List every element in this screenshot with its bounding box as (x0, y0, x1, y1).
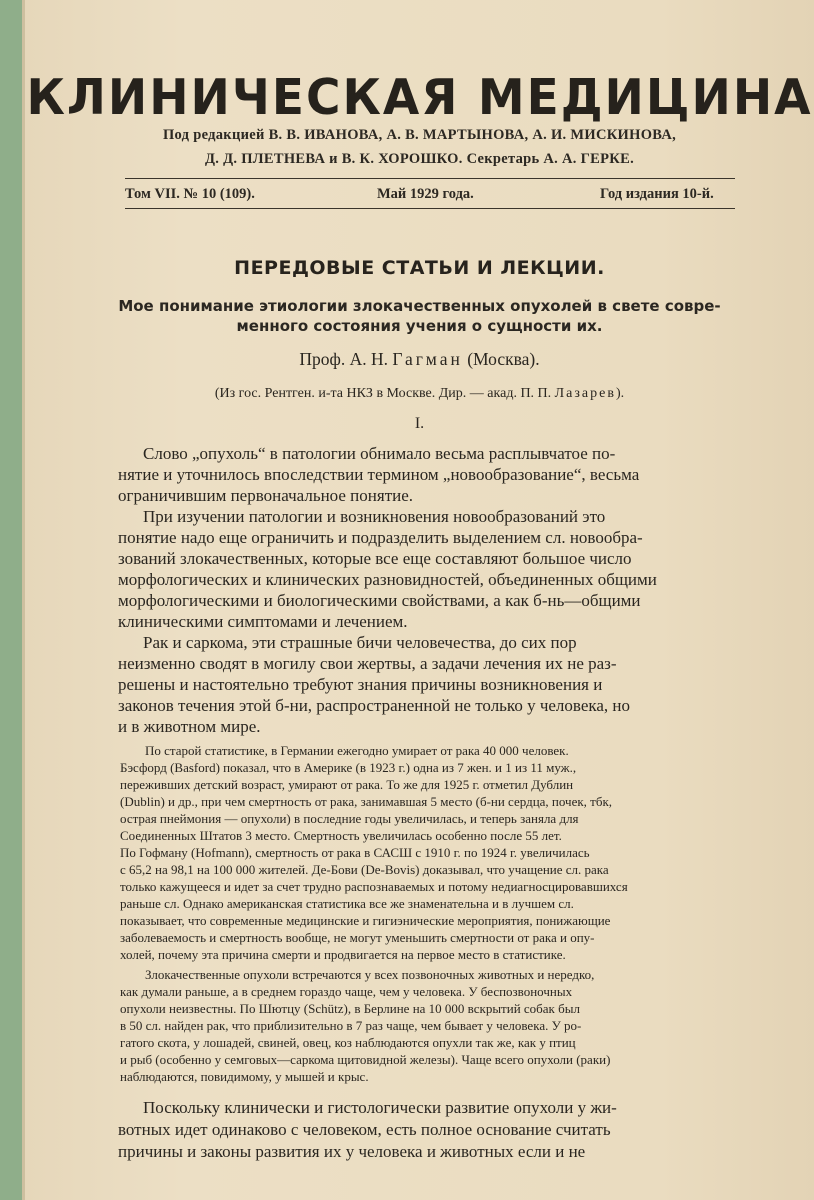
small-print-line: и рыб (особенно у семговых—саркома щитовидной железы). Чаще всего опухоли (раки) (120, 1052, 611, 1067)
article-title-line-1: Мое понимание этиологии злокачественных опухолей в свете совре- (118, 297, 721, 315)
green-cover-spine (0, 0, 22, 1200)
author-city: (Москва). (467, 349, 540, 369)
body-line: и в животном мире. (118, 717, 261, 736)
small-print-line: заболеваемость и смертность вообще, не могут уменьшить смертности от рака и опу- (120, 930, 595, 945)
small-print-line: холей, почему эта причина смерти и продвигается на первое место в статистике. (120, 947, 566, 962)
body-line: морфологическими и биологическими свойствами, а как б-нь—общими (118, 591, 641, 610)
header-rule-top (125, 178, 735, 179)
small-print-line: переживших детский возраст, умирают от рака. То же для 1925 г. отметил Дублин (120, 777, 574, 792)
small-print-line: в 50 сл. найден рак, что приблизительно в 7 раз чаще, чем бывает у человека. У ро- (120, 1018, 582, 1033)
small-print-line: (Dublin) и др., при чем смертность от рака, занимавшая 5 место (б-ни сердца, почек, тбк, (120, 794, 613, 809)
body-line: неизменно сводят в могилу свои жертвы, а задачи лечения их не раз- (118, 654, 617, 673)
body-line: вотных идет одинаково с человеком, есть полное основание считать (118, 1120, 611, 1139)
small-print-line: острая пнеймония — опухоли) в последние годы увеличилась, и теперь заняла для (120, 811, 579, 826)
editors-line-2: Д. Д. ПЛЕТНЕВА и В. К. ХОРОШКО. Секретарь А. А. ГЕРКЕ. (204, 151, 635, 167)
small-print-line: опухоли неизвестны. По Шютцу (Schütz), в Берлине на 10 000 вскрытий собак был (120, 1001, 580, 1016)
section-title: ПЕРЕДОВЫЕ СТАТЬИ И ЛЕКЦИИ. (234, 257, 605, 279)
institute-prefix: (Из гос. Рентген. и-та НКЗ в Москве. Дир. — акад. П. П. (214, 386, 552, 401)
body-line: морфологических и клинических разновидностей, объединенных общими (118, 570, 657, 589)
small-print-line: наблюдаются, повидимому, у мышей и крыс. (120, 1069, 369, 1084)
body-line: клиническими симптомами и лечением. (118, 612, 408, 631)
issue-year: Год издания 10-й. (600, 186, 714, 202)
article-title-line-2: менного состояния учения о сущности их. (236, 317, 603, 335)
small-print-line: Бэсфорд (Basford) показал, что в Америке (в 1923 г.) одна из 7 жен. и 1 из 11 муж., (120, 760, 577, 775)
small-print-line: показывает, что современные медицинские и гигиэнические мероприятия, понижающие (120, 913, 611, 928)
journal-page (25, 0, 814, 1200)
small-print-line: гатого скота, у лошадей, свиней, овец, коз наблюдаются опухли так же, как у птиц (120, 1035, 576, 1050)
issue-date: Май 1929 года. (377, 186, 474, 202)
body-line: решены и настоятельно требуют знания причины возникновения и (118, 675, 603, 694)
small-print-line: По старой статистике, в Германии ежегодно умирает от рака 40 000 человек. (145, 743, 569, 758)
header-rule-bottom (125, 208, 735, 209)
body-line: причины и законы развития их у человека и животных если и не (118, 1142, 586, 1161)
body-line: законов течения этой б-ни, распространенной не только у человека, но (118, 696, 631, 715)
body-line: Поскольку клинически и гистологически развитие опухоли у жи- (143, 1098, 617, 1117)
body-line: Рак и саркома, эти страшные бичи человечества, до сих пор (143, 633, 577, 652)
body-line: зований злокачественных, которые все еще составляют большое число (118, 549, 632, 568)
body-line: ограничившим первоначальное понятие. (118, 486, 414, 505)
small-print-line: Злокачественные опухоли встречаются у всех позвоночных животных и нередко, (145, 967, 595, 982)
body-line: При изучении патологии и возникновения новообразований это (143, 507, 606, 526)
small-print-line: Соединенных Штатов 3 место. Смертность увеличилась особенно после 55 лет. (120, 828, 562, 843)
body-line: понятие надо еще ограничить и подразделить выделением сл. новообра- (118, 528, 643, 547)
issue-volume: Том VII. № 10 (109). (125, 186, 255, 202)
institute-name: Лазарев (554, 386, 616, 401)
article-author (25, 349, 814, 370)
small-print-line: только кажущееся и идет за счет трудно распознаваемых и потому недиагносцировавшихся (120, 879, 628, 894)
body-line: нятие и уточнилось впоследствии термином „новообразование“, весьма (118, 465, 640, 484)
author-name: Гагман (392, 349, 463, 369)
small-print-line: По Гофману (Hofmann), смертность от рака в САСШ с 1910 г. по 1924 г. увеличилась (120, 845, 590, 860)
article-institute (25, 386, 814, 402)
small-print-line: с 65,2 на 98,1 на 100 000 жителей. Де-Бови (De-Bovis) доказывал, что учащение сл. рака (120, 862, 609, 877)
institute-suffix: ). (615, 386, 625, 401)
small-print-line: раньше сл. Однако американская статистика все же знаменательна и в лучшем сл. (120, 896, 574, 911)
small-print-line: как думали раньше, а в среднем гораздо чаще, чем у человека. У беспозвоночных (120, 984, 573, 999)
section-number: I. (414, 415, 425, 432)
author-prefix: Проф. А. Н. (299, 349, 388, 369)
body-line: Слово „опухоль“ в патологии обнимало весьма расплывчатое по- (143, 444, 616, 463)
journal-title: КЛИНИЧЕСКАЯ МЕДИЦИНА (26, 68, 813, 127)
editors-line-1: Под редакцией В. В. ИВАНОВА, А. В. МАРТЫНОВА, А. И. МИСКИНОВА, (162, 127, 677, 143)
